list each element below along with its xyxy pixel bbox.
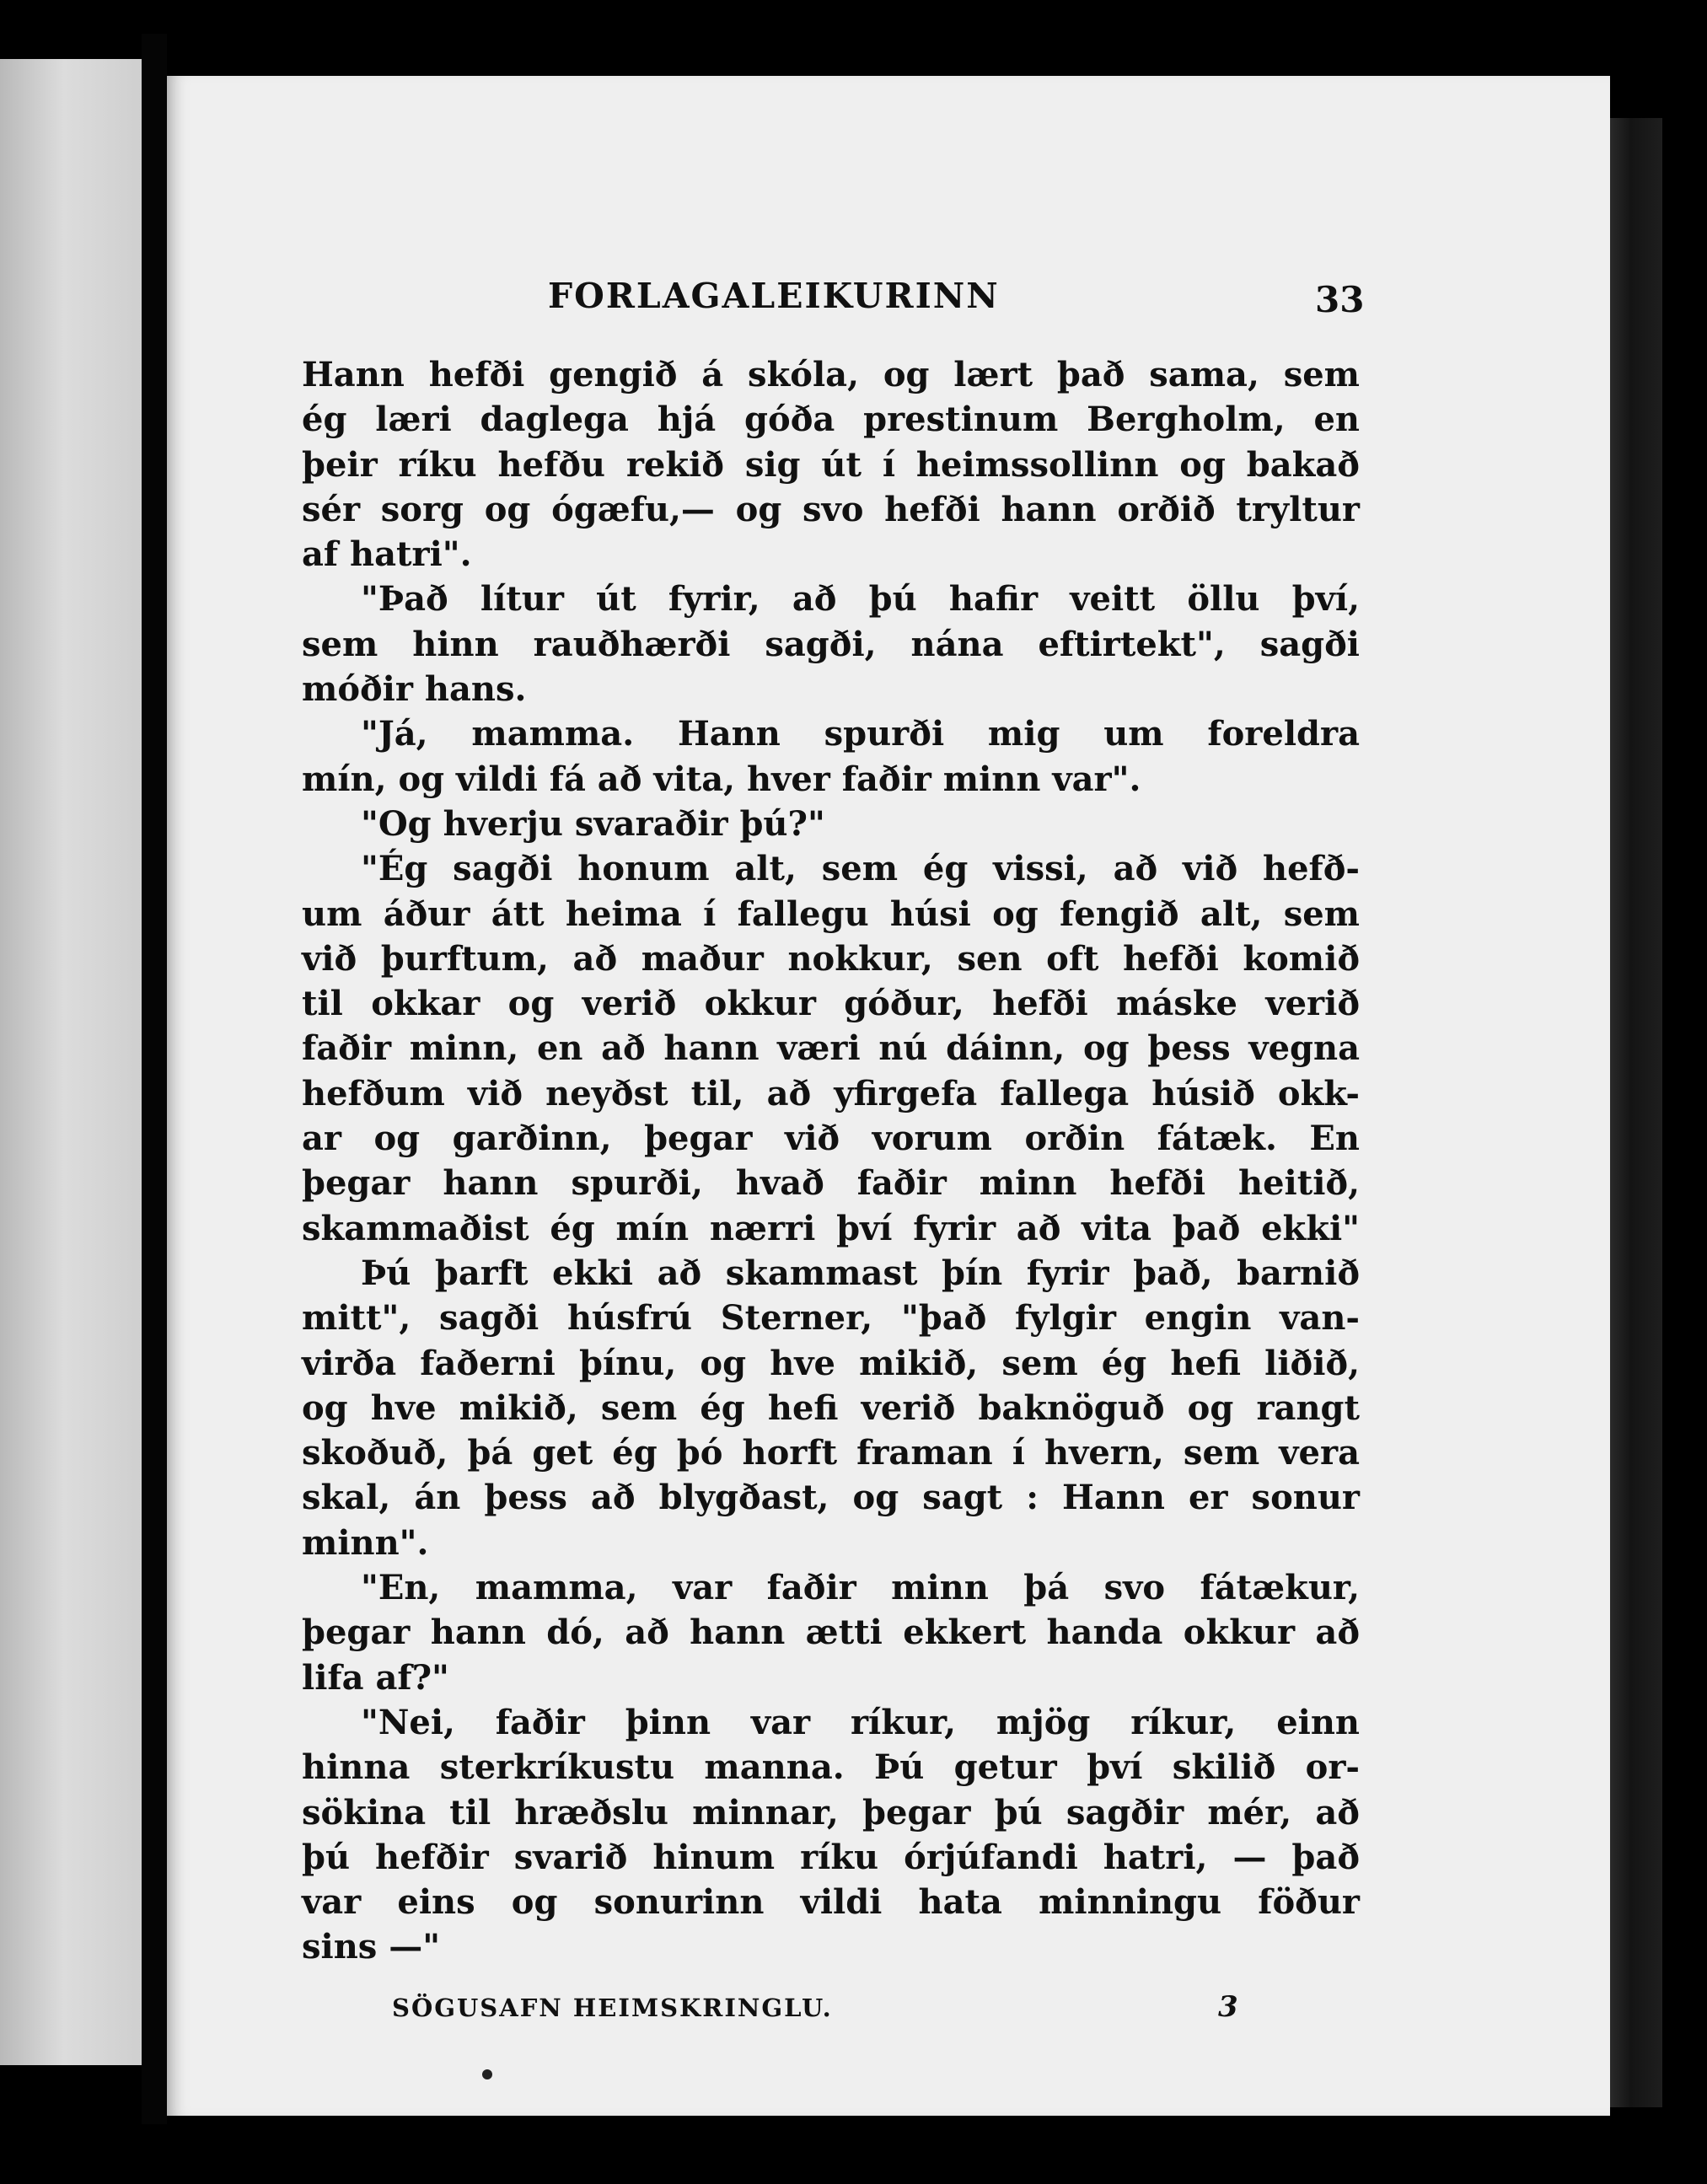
text-line: hinna sterkríkustu manna. Þú getur því skilið or- [302,1747,1360,1788]
text-line: "Það lítur út fyrir, að þú hafir veitt öllu því, [361,579,1360,620]
text-line: þegar hann dó, að hann ætti ekkert handa okkur að [302,1613,1360,1653]
text-line: ar og garðinn, þegar við vorum orðin fátæk. En [302,1119,1360,1159]
text-line: virða faðerni þínu, og hve mikið, sem ég hefi liðið, [302,1343,1360,1383]
text-line: mín, og vildi fá að vita, hver faðir minn var". [302,759,1141,799]
text-line: "Ég sagði honum alt, sem ég vissi, að við hefð- [361,849,1360,889]
text-line: um áður átt heima í fallegu húsi og fengið alt, sem [302,893,1360,934]
text-line: sér sorg og ógæfu,— og svo hefði hann orðið tryltur [302,489,1360,529]
page-header [388,276,1365,326]
text-line: hefðum við neyðst til, að yfirgefa fallega húsið okk- [302,1073,1360,1113]
text-line: og hve mikið, sem ég hefi verið baknöguð og rangt [302,1387,1360,1428]
text-line: "Og hverju svaraðir þú?" [361,803,825,844]
signature-mark: SÖGUSAFN HEIMSKRINGLU. [392,1994,833,2022]
text-line: Hann hefði gengið á skóla, og lært það sama, sem [302,355,1360,394]
page-right-edge [1610,118,1662,2107]
text-line: faðir minn, en að hann væri nú dáinn, og þess vegna [302,1028,1360,1069]
left-page-edge [0,59,142,2065]
text-line: ég læri daglega hjá góða prestinum Bergholm, en [302,400,1360,440]
text-line: minn". [302,1522,429,1563]
page-footer [392,1990,1269,2036]
text-line: "En, mamma, var faðir minn þá svo fátækur, [361,1568,1360,1608]
text-line: móðir hans. [302,669,527,710]
text-line: af hatri". [302,534,472,575]
text-line: "Nei, faðir þinn var ríkur, mjög ríkur, einn [361,1702,1360,1742]
running-head: FORLAGALEIKURINN [548,276,1000,316]
signature-number: 3 [1218,1990,1238,2024]
text-line: lifa af?" [302,1657,449,1698]
text-line: mitt", sagði húsfrú Sterner, "það fylgir engin van- [302,1298,1360,1339]
page-number: 33 [1315,279,1365,320]
book-gutter [142,34,167,2124]
text-line: til okkar og verið okkur góður, hefði máske verið [302,984,1360,1024]
text-line: sem hinn rauðhærði sagði, nána eftirtekt", sagði [302,624,1360,664]
text-line: skammaðist ég mín nærri því fyrir að vita það ekki" [302,1208,1360,1248]
text-line: sins —" [302,1927,441,1967]
text-line: sökina til hræðslu minnar, þegar þú sagðir mér, að [302,1792,1360,1833]
text-line: "Já, mamma. Hann spurði mig um foreldra [361,714,1360,754]
text-line: var eins og sonurinn vildi hata minningu föður [302,1882,1360,1923]
text-line: þú hefðir svarið hinum ríku órjúfandi hatri, — það [302,1837,1360,1877]
text-line: við þurftum, að maður nokkur, sen oft hefði komið [302,938,1360,979]
text-line: Þú þarft ekki að skammast þín fyrir það, barnið [361,1253,1360,1293]
text-line: þeir ríku hefðu rekið sig út í heimssollinn og bakað [302,444,1360,485]
text-line: skoðuð, þá get ég þó horft framan í hvern, sem vera [302,1433,1360,1473]
body-text [302,352,1360,1970]
ink-speck [482,2069,492,2079]
text-line: þegar hann spurði, hvað faðir minn hefði heitið, [302,1163,1360,1204]
text-line: skal, án þess að blygðast, og sagt : Hann er sonur [302,1478,1360,1518]
